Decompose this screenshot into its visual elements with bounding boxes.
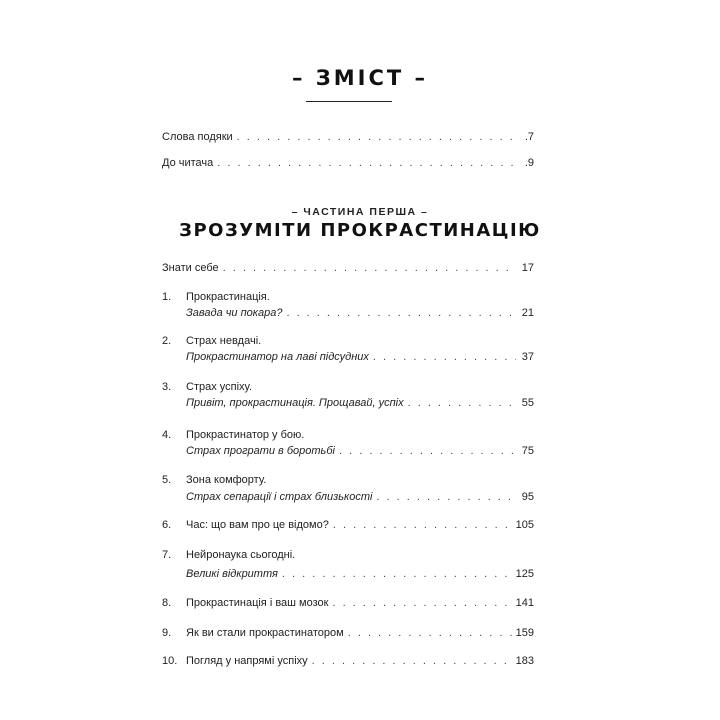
- chapter-number: 7.: [162, 549, 172, 561]
- chapter-page: 125: [515, 568, 534, 580]
- chapter-page: 75: [521, 445, 534, 457]
- toc-chapter-9[interactable]: [162, 626, 534, 640]
- dot-leader: [373, 350, 516, 364]
- dot-leader: [237, 130, 516, 144]
- dot-leader: [312, 654, 512, 668]
- toc-chapter-1-subtitle[interactable]: [162, 306, 534, 320]
- chapter-number: 10.: [162, 655, 178, 667]
- dot-leader: [332, 596, 511, 610]
- chapter-number: 8.: [162, 597, 172, 609]
- chapter-page: 183: [515, 655, 534, 667]
- dot-leader: [333, 518, 512, 532]
- entry-page: .7: [524, 131, 534, 143]
- dot-leader: [348, 626, 512, 640]
- toc-entry-acknowledgements[interactable]: [162, 130, 534, 144]
- dot-leader: [408, 396, 516, 410]
- chapter-subtitle: Страх сепарації і страх близькості: [186, 491, 373, 503]
- chapter-subtitle: Привіт, прокрастинація. Прощавай, успіх: [186, 397, 404, 409]
- chapter-title: Страх успіху.: [186, 381, 253, 393]
- toc-chapter-7-subtitle[interactable]: [162, 567, 534, 581]
- chapter-title: Нейронаука сьогодні.: [186, 549, 296, 561]
- part-title: ЗРОЗУМІТИ ПРОКРАСТИНАЦІЮ: [179, 220, 541, 241]
- toc-chapter-2[interactable]: [162, 334, 534, 348]
- entry-page: 17: [521, 262, 534, 274]
- toc-chapter-10[interactable]: [162, 654, 534, 668]
- toc-entry-know-yourself[interactable]: [162, 261, 534, 275]
- chapter-title: Час: що вам про це відомо?: [186, 519, 329, 531]
- toc-heading: – ЗМІСТ –: [292, 66, 428, 90]
- toc-chapter-4-subtitle[interactable]: [162, 444, 534, 458]
- chapter-number: 2.: [162, 335, 172, 347]
- part-label: – ЧАСТИНА ПЕРША –: [291, 206, 429, 218]
- dot-leader: [217, 156, 516, 170]
- chapter-title: Зона комфорту.: [186, 474, 267, 486]
- chapter-page: 55: [521, 397, 534, 409]
- toc-chapter-4[interactable]: [162, 428, 534, 442]
- chapter-number: 9.: [162, 627, 172, 639]
- heading-underline: [306, 101, 392, 102]
- chapter-page: 105: [515, 519, 534, 531]
- chapter-title: Прокрастинація і ваш мозок: [186, 597, 329, 609]
- entry-title: До читача: [162, 157, 214, 169]
- dot-leader: [223, 261, 516, 275]
- toc-chapter-2-subtitle[interactable]: [162, 350, 534, 364]
- chapter-page: 21: [521, 307, 534, 319]
- toc-chapter-8[interactable]: [162, 596, 534, 610]
- dot-leader: [282, 567, 512, 581]
- chapter-number: 5.: [162, 474, 172, 486]
- chapter-subtitle: Страх програти в боротьбі: [186, 445, 335, 457]
- chapter-number: 4.: [162, 429, 172, 441]
- chapter-page: 141: [515, 597, 534, 609]
- chapter-title: Страх невдачі.: [186, 335, 262, 347]
- toc-chapter-3-subtitle[interactable]: [162, 396, 534, 410]
- dot-leader: [286, 306, 516, 320]
- chapter-number: 6.: [162, 519, 172, 531]
- chapter-page: 159: [515, 627, 534, 639]
- chapter-subtitle: Завада чи покара?: [186, 307, 283, 319]
- chapter-number: 3.: [162, 381, 172, 393]
- chapter-title: Прокрастинація.: [186, 291, 270, 303]
- toc-chapter-3[interactable]: [162, 380, 534, 394]
- entry-title: Слова подяки: [162, 131, 233, 143]
- toc-chapter-5-subtitle[interactable]: [162, 490, 534, 504]
- chapter-subtitle: Прокрастинатор на лаві підсудних: [186, 351, 369, 363]
- toc-chapter-1[interactable]: [162, 290, 534, 304]
- chapter-title: Як ви стали прокрастинатором: [186, 627, 344, 639]
- entry-title: Знати себе: [162, 262, 219, 274]
- toc-chapter-5[interactable]: [162, 473, 534, 487]
- chapter-page: 95: [521, 491, 534, 503]
- dot-leader: [339, 444, 516, 458]
- toc-chapter-7[interactable]: [162, 548, 534, 562]
- chapter-subtitle: Великі відкриття: [186, 568, 278, 580]
- chapter-title: Погляд у напрямі успіху: [186, 655, 308, 667]
- toc-chapter-6[interactable]: [162, 518, 534, 532]
- chapter-number: 1.: [162, 291, 172, 303]
- dot-leader: [376, 490, 516, 504]
- entry-page: .9: [524, 157, 534, 169]
- chapter-page: 37: [521, 351, 534, 363]
- chapter-title: Прокрастинатор у бою.: [186, 429, 305, 441]
- toc-entry-to-reader[interactable]: [162, 156, 534, 170]
